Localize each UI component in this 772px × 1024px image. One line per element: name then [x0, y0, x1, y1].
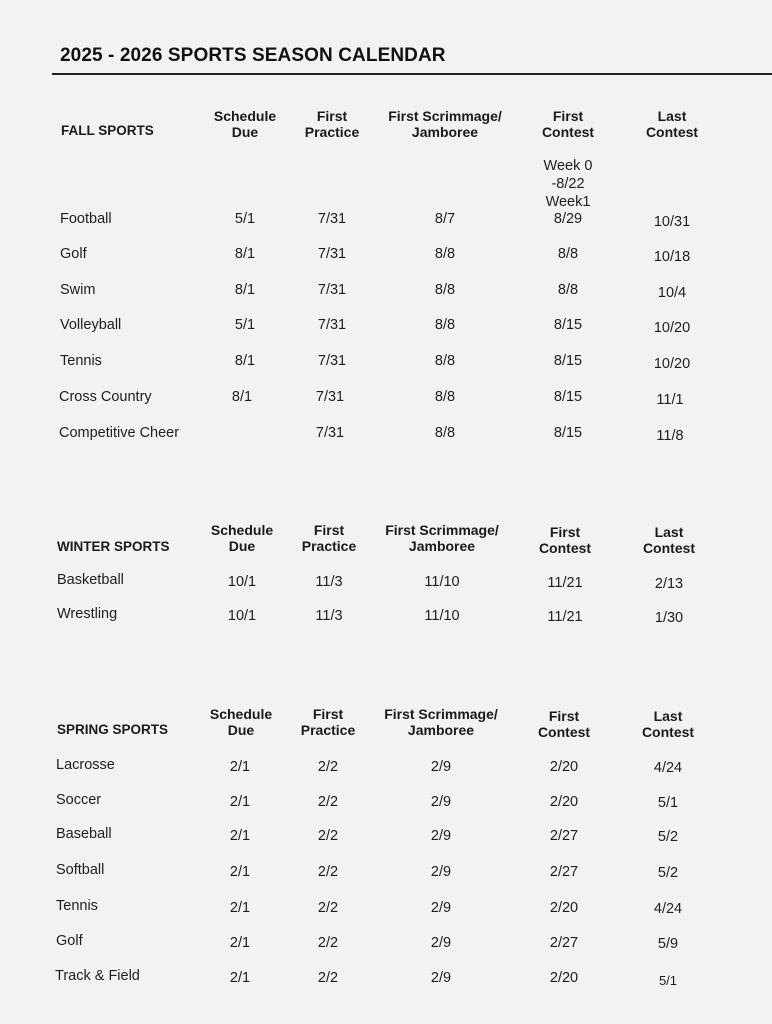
header-first-scrimmage — [376, 706, 506, 738]
header-first-scrimmage — [377, 522, 507, 554]
table-row — [0, 353, 772, 375]
sport-name: Competitive Cheer — [59, 425, 180, 441]
first-practice-value: 7/31 — [317, 246, 347, 262]
title-divider — [52, 73, 772, 75]
first-contest-value: 11/21 — [547, 609, 583, 625]
sport-name: Golf — [60, 246, 87, 262]
header-first-contest — [525, 524, 605, 556]
football-note-line2: -8/22 — [551, 176, 585, 192]
sport-name: Wrestling — [57, 606, 118, 622]
header-schedule-due-line2: Due — [228, 538, 256, 554]
first-practice-value: 11/3 — [315, 574, 343, 590]
header-first-practice-line2: Practice — [301, 538, 357, 554]
header-first-scrimmage-line2: Jamboree — [407, 722, 475, 738]
last-contest-value: 4/24 — [653, 760, 683, 776]
schedule-due-value: 8/1 — [234, 353, 256, 369]
header-first-scrimmage-line2: Jamboree — [411, 124, 479, 140]
sport-name: Track & Field — [55, 968, 140, 984]
last-contest-value: 5/1 — [658, 973, 678, 988]
sport-name: Cross Country — [59, 389, 152, 405]
first-contest-value: 8/15 — [553, 425, 583, 441]
first-scrimmage-value: 2/9 — [430, 828, 452, 844]
header-first-contest-line1: First — [549, 524, 581, 540]
first-scrimmage-value: 11/10 — [424, 574, 460, 590]
last-contest-value: 5/2 — [657, 829, 679, 845]
header-schedule-due — [201, 706, 281, 738]
header-first-practice — [288, 706, 368, 738]
last-contest-value: 10/31 — [653, 214, 691, 230]
first-practice-value: 2/2 — [317, 794, 339, 810]
table-row — [0, 792, 772, 814]
header-schedule-due — [202, 522, 282, 554]
last-contest-value: 2/13 — [654, 576, 684, 592]
last-contest-value: 10/20 — [653, 320, 691, 336]
table-row — [0, 572, 772, 594]
table-row — [0, 246, 772, 268]
header-first-contest — [524, 708, 604, 740]
last-contest-value: 10/18 — [653, 249, 691, 265]
header-first-contest-line2: Contest — [541, 124, 595, 140]
header-first-practice-line1: First — [316, 108, 348, 124]
sport-name: Basketball — [57, 572, 124, 588]
sport-name: Tennis — [56, 898, 98, 914]
table-row — [0, 862, 772, 884]
first-contest-value: 8/8 — [557, 246, 579, 262]
header-first-contest — [528, 108, 608, 140]
header-last-contest-line2: Contest — [645, 124, 699, 140]
first-practice-value: 7/31 — [317, 211, 347, 227]
first-practice-value: 7/31 — [317, 353, 347, 369]
header-first-practice-line2: Practice — [304, 124, 360, 140]
football-note-line3: Week1 — [545, 194, 591, 210]
schedule-due-value: 2/1 — [229, 935, 251, 951]
sport-name: Tennis — [60, 353, 102, 369]
spring-section-label: SPRING SPORTS — [57, 722, 169, 737]
first-contest-value: 2/20 — [549, 900, 579, 916]
first-practice-value: 7/31 — [315, 425, 345, 441]
schedule-due-value: 8/1 — [231, 389, 253, 405]
last-contest-value: 5/2 — [657, 865, 679, 881]
first-practice-value: 7/31 — [317, 317, 347, 333]
first-practice-value: 2/2 — [317, 970, 339, 986]
header-first-practice-line1: First — [312, 706, 344, 722]
header-first-scrimmage-line1: First Scrimmage/ — [384, 706, 498, 722]
header-first-contest-line1: First — [552, 108, 584, 124]
schedule-due-value: 8/1 — [234, 282, 256, 298]
header-last-contest-line1: Last — [657, 108, 687, 124]
sport-name: Baseball — [56, 826, 112, 842]
football-first-contest-note — [528, 157, 608, 211]
schedule-due-value: 5/1 — [234, 317, 256, 333]
schedule-due-value: 2/1 — [229, 864, 251, 880]
sport-name: Lacrosse — [56, 757, 115, 773]
header-schedule-due-line1: Schedule — [213, 108, 277, 124]
first-contest-value: 11/21 — [547, 575, 583, 591]
sport-name: Swim — [60, 282, 96, 298]
schedule-due-value: 2/1 — [229, 900, 251, 916]
sport-name: Softball — [56, 862, 105, 878]
schedule-due-value: 5/1 — [234, 211, 256, 227]
schedule-due-value: 8/1 — [234, 246, 256, 262]
last-contest-value: 10/20 — [653, 356, 691, 372]
first-scrimmage-value: 2/9 — [430, 900, 452, 916]
table-row — [0, 211, 772, 233]
schedule-due-value: 10/1 — [227, 574, 257, 590]
last-contest-value: 11/1 — [656, 392, 684, 408]
first-scrimmage-value: 2/9 — [430, 935, 452, 951]
table-row — [0, 389, 772, 411]
first-practice-value: 2/2 — [317, 864, 339, 880]
header-schedule-due — [205, 108, 285, 140]
header-last-contest — [628, 708, 708, 740]
header-last-contest-line2: Contest — [641, 724, 695, 740]
first-scrimmage-value: 2/9 — [430, 794, 452, 810]
header-first-practice — [292, 108, 372, 140]
header-schedule-due-line1: Schedule — [209, 706, 273, 722]
header-first-practice — [289, 522, 369, 554]
header-first-practice-line2: Practice — [300, 722, 356, 738]
first-practice-value: 2/2 — [317, 900, 339, 916]
schedule-due-value: 2/1 — [229, 759, 251, 775]
header-schedule-due-line2: Due — [231, 124, 259, 140]
header-first-contest-line1: First — [548, 708, 580, 724]
first-contest-value: 8/15 — [553, 353, 583, 369]
header-schedule-due-line1: Schedule — [210, 522, 274, 538]
header-first-practice-line1: First — [313, 522, 345, 538]
sport-name: Soccer — [56, 792, 102, 808]
header-first-scrimmage-line2: Jamboree — [408, 538, 476, 554]
schedule-due-value: 2/1 — [229, 794, 251, 810]
table-row — [0, 317, 772, 339]
schedule-due-value: 10/1 — [227, 608, 257, 624]
first-contest-value: 2/20 — [549, 970, 579, 986]
schedule-due-value: 2/1 — [229, 828, 251, 844]
sport-name: Volleyball — [60, 317, 122, 333]
header-last-contest-line2: Contest — [642, 540, 696, 556]
last-contest-value: 10/4 — [657, 285, 687, 301]
last-contest-value: 1/30 — [654, 610, 684, 626]
first-practice-value: 7/31 — [315, 389, 345, 405]
header-first-contest-line2: Contest — [538, 540, 592, 556]
table-row — [0, 826, 772, 848]
first-scrimmage-value: 2/9 — [430, 864, 452, 880]
fall-section-label: FALL SPORTS — [61, 123, 154, 138]
first-contest-value: 2/27 — [549, 864, 579, 880]
first-scrimmage-value: 2/9 — [430, 970, 452, 986]
first-practice-value: 11/3 — [315, 608, 343, 624]
first-practice-value: 2/2 — [317, 935, 339, 951]
first-scrimmage-value: 11/10 — [424, 608, 460, 624]
table-row — [0, 425, 772, 447]
first-contest-value: 2/27 — [549, 935, 579, 951]
first-practice-value: 7/31 — [317, 282, 347, 298]
header-first-scrimmage — [380, 108, 510, 140]
sport-name: Football — [60, 211, 112, 227]
table-row — [0, 606, 772, 628]
table-row — [0, 933, 772, 955]
header-last-contest — [629, 524, 709, 556]
header-schedule-due-line2: Due — [227, 722, 255, 738]
first-contest-value: 2/20 — [549, 759, 579, 775]
header-last-contest-line1: Last — [654, 524, 684, 540]
first-contest-value: 2/20 — [549, 794, 579, 810]
table-row — [0, 757, 772, 779]
first-contest-value: 8/8 — [557, 282, 579, 298]
last-contest-value: 5/9 — [657, 936, 679, 952]
first-scrimmage-value: 2/9 — [430, 759, 452, 775]
football-note-line1: Week 0 — [543, 158, 593, 174]
winter-section-label: WINTER SPORTS — [57, 539, 170, 554]
first-scrimmage-value: 8/8 — [434, 317, 456, 333]
first-contest-value: 8/29 — [553, 211, 583, 227]
schedule-due-value: 2/1 — [229, 970, 251, 986]
page-title: 2025 - 2026 SPORTS SEASON CALENDAR — [60, 45, 446, 66]
first-contest-value: 8/15 — [553, 389, 583, 405]
first-scrimmage-value: 8/8 — [434, 246, 456, 262]
table-row — [0, 282, 772, 304]
first-scrimmage-value: 8/8 — [434, 353, 456, 369]
first-scrimmage-value: 8/8 — [434, 425, 456, 441]
header-last-contest-line1: Last — [653, 708, 683, 724]
last-contest-value: 11/8 — [656, 428, 684, 444]
last-contest-value: 4/24 — [653, 901, 683, 917]
first-scrimmage-value: 8/8 — [434, 389, 456, 405]
table-row — [0, 968, 772, 990]
first-contest-value: 8/15 — [553, 317, 583, 333]
header-first-scrimmage-line1: First Scrimmage/ — [388, 108, 502, 124]
table-row — [0, 898, 772, 920]
header-last-contest — [632, 108, 712, 140]
first-scrimmage-value: 8/7 — [434, 211, 456, 227]
header-first-scrimmage-line1: First Scrimmage/ — [385, 522, 499, 538]
last-contest-value: 5/1 — [657, 795, 679, 811]
first-practice-value: 2/2 — [317, 828, 339, 844]
sport-name: Golf — [56, 933, 83, 949]
first-scrimmage-value: 8/8 — [434, 282, 456, 298]
header-first-contest-line2: Contest — [537, 724, 591, 740]
first-contest-value: 2/27 — [549, 828, 579, 844]
first-practice-value: 2/2 — [317, 759, 339, 775]
